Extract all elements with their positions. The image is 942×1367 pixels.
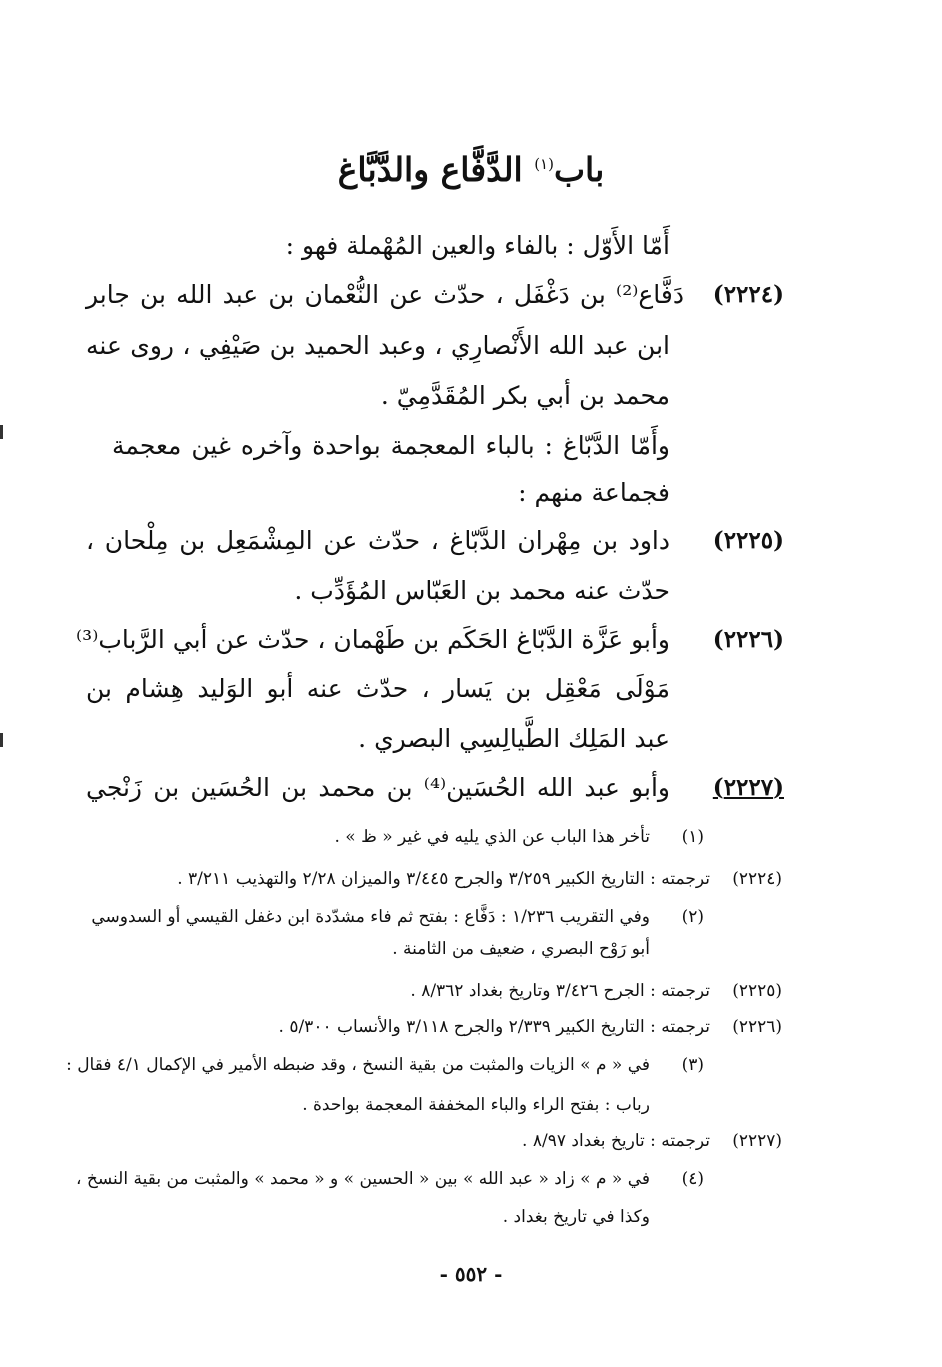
footnote-text: في « م » زاد « عبد الله » بين « الحسين » و « محمد » والمثبت من بقية النسخ ،	[76, 1169, 650, 1189]
intro-line: أَمّا الأَوّل : بالفاء والعين المُهْملة فهو :	[285, 231, 670, 260]
footnote-text: وكذا في تاريخ بغداد .	[502, 1207, 650, 1227]
footnote-text: أبو رَوْح البصري ، ضعيف من الثامنة .	[392, 939, 650, 959]
footnote-text: في « م » الزيات والمثبت من بقية النسخ ، وقد ضبطه الأمير في الإكمال ٤/١ فقال :	[66, 1055, 650, 1075]
entry-number: (٢٢٢٧)	[712, 774, 784, 801]
entry-line: حدّث عنه محمد بن العَبّاس المُؤَدِّب .	[294, 576, 670, 605]
footnote-number: (٢٢٢٦)	[732, 1017, 782, 1037]
entry-line: وأبو عبد الله الحُسَين⁽⁴⁾ بن محمد بن الحُسَين بن زَنْجي	[86, 773, 670, 802]
footnote-text: تأخر هذا الباب عن الذي يليه في غير « ظ » .	[334, 827, 650, 847]
paragraph-line: فجماعة منهم :	[518, 478, 670, 507]
section-title	[0, 150, 942, 189]
entry-line: ابن عبد الله الأَنْصارِي ، وعبد الحميد بن صَيْفِي ، روى عنه	[86, 331, 670, 360]
footnote-number: (٣)	[681, 1055, 704, 1075]
entry-line: وأبو عَزَّة الدَّبّاغ الحَكَم بن طَهْمان ، حدّث عن أبي الرَّباب⁽³⁾	[76, 625, 670, 654]
footnote-text: ترجمته : التاريخ الكبير ٣/٢٥٩ والجرح ٣/٤٤٥ والميزان ٢/٢٨ والتهذيب ٣/٢١١ .	[177, 869, 710, 889]
entry-line: مَوْلَى مَعْقِل بن يَسار ، حدّث عنه أبو الوَليد هِشام بن	[86, 674, 670, 703]
footnote-text: ترجمته : الجرح ٣/٤٢٦ وتاريخ بغداد ٨/٣٦٢ .	[410, 981, 710, 1001]
entry-line: دَفَّاع⁽²⁾ بن دَغْفَل ، حدّث عن النُّعْمان بن عبد الله بن جابر	[86, 280, 684, 309]
entry-line: داود بن مِهْران الدَّبّاغ ، حدّث عن المِشْمَعِل بن مِلْحان ،	[86, 526, 670, 555]
entry-number: (٢٢٢٤)	[712, 281, 784, 308]
entry-number: (٢٢٢٦)	[712, 626, 784, 653]
scan-edge-mark	[0, 733, 3, 747]
title-word: باب	[553, 150, 605, 189]
title-footnote-ref: (١)	[534, 155, 554, 173]
entry-line: محمد بن أبي بكر المُقَدَّمِيّ .	[380, 381, 670, 410]
footnote-text: رباب : بفتح الراء والباء المخففة المعجمة بواحدة .	[302, 1095, 650, 1115]
footnote-text: وفي التقريب ١/٢٣٦ : دَفَّاع : بفتح ثم فاء مشدّدة ابن دغفل القيسي أو السدوسي	[91, 907, 650, 927]
footnote-text: ترجمته : تاريخ بغداد ٨/٩٧ .	[522, 1131, 710, 1151]
footnote-number: (٢٢٢٧)	[732, 1131, 782, 1151]
footnote-number: (١)	[681, 827, 704, 847]
page-number: - ٥٥٢ -	[439, 1262, 503, 1286]
footnote-number: (٢)	[681, 907, 704, 927]
footnote-text: ترجمته : التاريخ الكبير ٢/٣٣٩ والجرح ٣/١١٨ والأنساب ٥/٣٠٠ .	[278, 1017, 710, 1037]
entry-number: (٢٢٢٥)	[712, 527, 784, 554]
footnote-number: (٢٢٢٥)	[732, 981, 782, 1001]
scan-edge-mark	[0, 425, 3, 439]
title-rest: الدَّفَّاع والدَّبَّاغ	[337, 150, 523, 189]
paragraph-line: وأَمّا الدَّبّاغ : بالباء المعجمة بواحدة وآخره غين معجمة	[112, 431, 670, 460]
footnote-number: (٢٢٢٤)	[732, 869, 782, 889]
entry-line: عبد المَلِك الطَّيالِسِي البصري .	[358, 724, 670, 753]
footnote-number: (٤)	[681, 1169, 704, 1189]
